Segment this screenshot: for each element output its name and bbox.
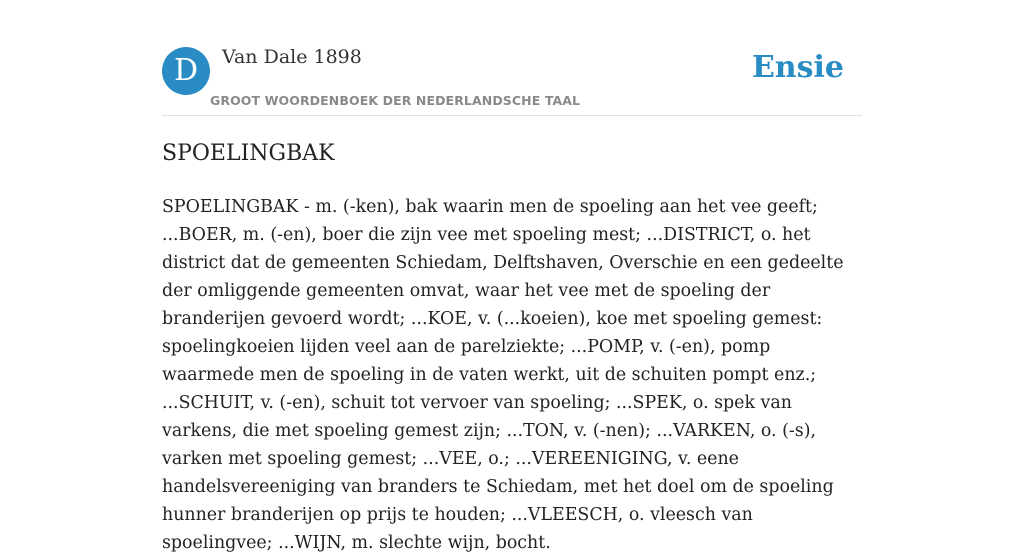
dictionary-avatar[interactable]: D <box>162 47 210 95</box>
entry-headword: SPOELINGBAK <box>162 141 335 166</box>
dictionary-header <box>162 0 862 116</box>
dictionary-subtitle: GROOT WOORDENBOEK DER NEDERLANDSCHE TAAL <box>210 93 581 108</box>
dictionary-title[interactable]: Van Dale 1898 <box>222 46 362 68</box>
ensie-logo[interactable]: Ensie <box>751 50 844 85</box>
entry-definition: SPOELINGBAK - m. (-ken), bak waarin men de spoeling aan het vee geeft; ...BOER, m. (-en), boer die zijn vee met spoeling mest; ...DISTRICT, o. het district dat de gemeenten Schiedam, Delftshaven, Overschie en een gedeelte der omliggende gemeenten omvat, waar het vee met de spoeling der branderijen gevoerd wordt; ...KOE, v. (...koeien), koe met spoeling gemest: spoelingkoeien lijden veel aan de parelziekte; ...POMP, v. (-en), pomp waarmede men de spoeling in de vaten werkt, uit de schuiten pompt enz.; ...SCHUIT, v. (-en), schuit tot vervoer van spoeling; ...SPEK, o. spek van varkens, die met spoeling gemest zijn; ...TON, v. (-nen); ...VARKEN, o. (-s), varken met spoeling gemest; ...VEE, o.; ...VEREENIGING, v. eene handelsvereeniging van branders te Schiedam, met het doel om de spoeling hunner branderijen op prijs te houden; ...VLEESCH, o. vleesch van spoelingvee; ...WIJN, m. slechte wijn, bocht. <box>162 197 844 553</box>
